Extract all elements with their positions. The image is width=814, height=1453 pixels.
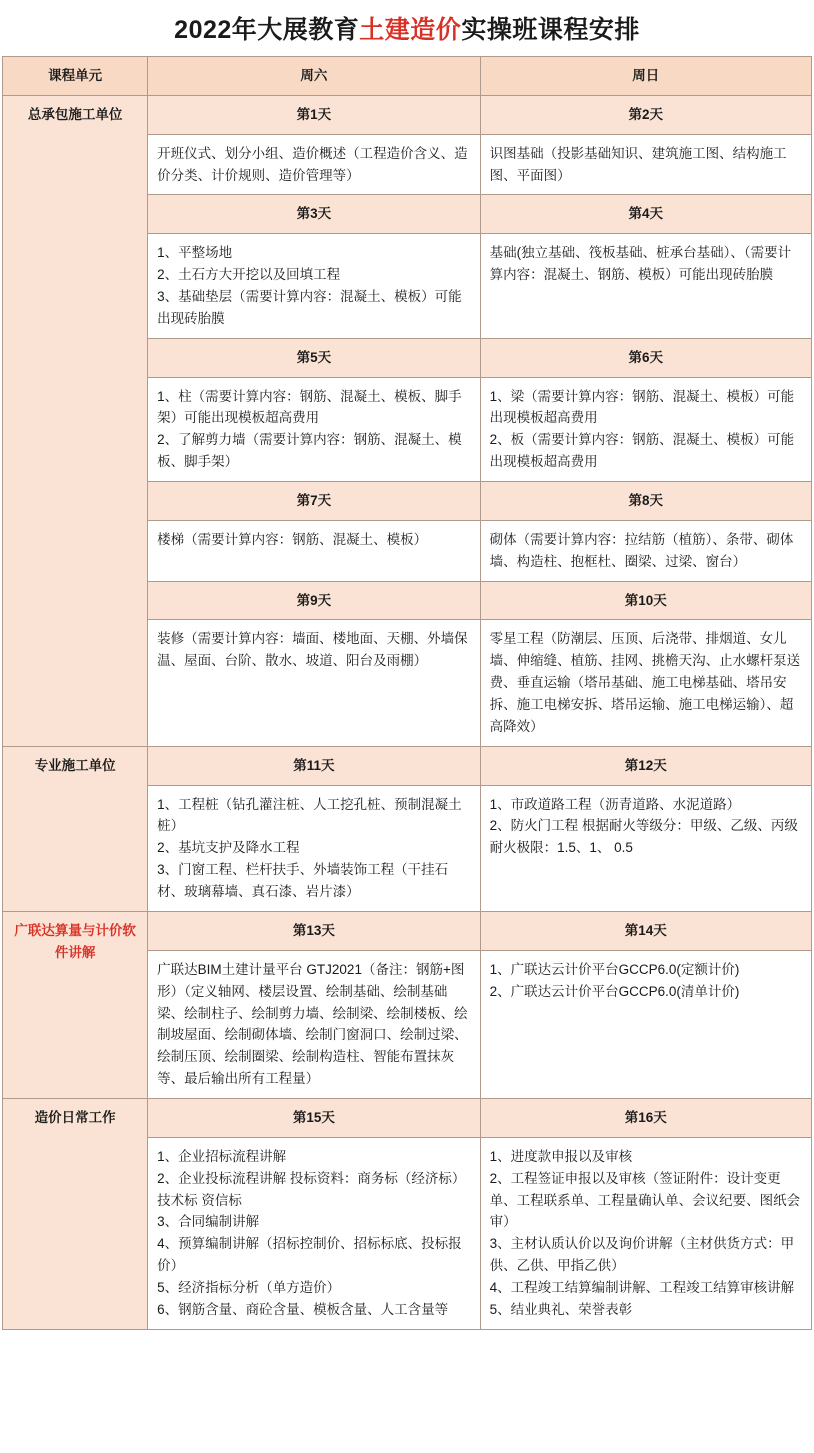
saturday-day-label: 第11天 (148, 746, 480, 785)
content-line: 1、平整场地 (157, 245, 233, 261)
title-accent: 土建造价 (359, 16, 462, 44)
saturday-content-cell (148, 377, 480, 481)
section-label-cell (3, 1098, 148, 1329)
day-label-row (3, 1098, 812, 1137)
saturday-content-cell (148, 134, 480, 195)
sunday-day-label: 第16天 (480, 1098, 811, 1137)
day-label-row (3, 95, 812, 134)
day-label-row (3, 746, 812, 785)
content-line: 3、合同编制讲解 (157, 1214, 260, 1230)
content-line: 广联达BIM土建计量平台 GTJ2021（备注：钢筋+图形）（定义轴网、楼层设置、绘制基础、绘制基础梁、绘制柱子、绘制剪力墙、绘制梁、绘制楼板、绘制坡屋面、绘制砌体墙、绘制门窗洞口、绘制过梁、绘制压顶、绘制圈梁、绘制构造柱、智能布置抹灰等、最后输出所有工程量） (157, 961, 468, 1087)
saturday-content-cell (148, 620, 480, 746)
content-line: 6、钢筋含量、商砼含量、模板含量、人工含量等 (157, 1301, 449, 1317)
sunday-day-label: 第8天 (480, 482, 811, 521)
content-line: 2、板（需要计算内容：钢筋、混凝土、模板）可能出现模板超高费用 (489, 432, 795, 470)
sunday-content-cell (480, 377, 811, 481)
content-line: 1、市政道路工程（沥青道路、水泥道路） (489, 796, 741, 812)
content-line: 2、工程签证申报以及审核（签证附件：设计变更单、工程联系单、工程量确认单、会议纪要、图纸会审） (489, 1170, 801, 1230)
page-title (174, 10, 640, 46)
day-label-row (3, 911, 812, 950)
content-line: 1、工程桩（钻孔灌注桩、人工挖孔桩、预制混凝土桩） (157, 796, 462, 834)
column-header-sunday: 周日 (480, 57, 811, 96)
section-label-cell (3, 95, 148, 746)
saturday-day-label: 第15天 (148, 1098, 480, 1137)
sunday-day-label: 第6天 (480, 338, 811, 377)
content-line: 砌体（需要计算内容：拉结筋（植筋）、条带、砌体墙、构造柱、抱框杜、圈梁、过梁、窗台） (489, 531, 794, 569)
section-label-cell (3, 911, 148, 1098)
saturday-day-label: 第1天 (148, 95, 480, 134)
content-line: 识图基础（投影基础知识、建筑施工图、结构施工图、平面图） (489, 145, 787, 183)
content-line: 2、企业投标流程讲解 投标资料：商务标（经济标） 技术标 资信标 (157, 1170, 466, 1208)
saturday-day-label: 第9天 (148, 581, 480, 620)
schedule-table (2, 56, 812, 1330)
content-line: 2、防火门工程 根据耐火等级分：甲级、乙级、丙级 耐火极限：1.5、1、 0.5 (489, 818, 798, 856)
sunday-content-cell (480, 1137, 811, 1329)
content-line: 1、广联达云计价平台GCCP6.0(定额计价) (489, 961, 740, 977)
sunday-content-cell (480, 520, 811, 581)
section-label-text: 造价日常工作 (34, 1109, 116, 1125)
content-line: 3、主材认质认价以及询价讲解（主材供货方式：甲供、乙供、甲指乙供） (489, 1236, 795, 1274)
title-suffix: 实操班课程安排 (461, 16, 640, 44)
content-line: 4、预算编制讲解（招标控制价、招标标底、投标报价） (157, 1236, 462, 1274)
sunday-content-cell (480, 785, 811, 911)
title-prefix: 2022年大展教育 (174, 16, 360, 44)
page-title-bar (0, 0, 814, 56)
content-line: 2、基坑支护及降水工程 (157, 840, 300, 856)
content-line: 2、广联达云计价平台GCCP6.0(清单计价) (489, 983, 740, 999)
column-header-unit: 课程单元 (3, 57, 148, 96)
content-line: 开班仪式、划分小组、造价概述（工程造价含义、造价分类、计价规则、造价管理等） (157, 145, 468, 183)
content-line: 1、企业招标流程讲解 (157, 1148, 287, 1164)
content-line: 1、进度款申报以及审核 (489, 1148, 633, 1164)
content-line: 零星工程（防潮层、压顶、后浇带、排烟道、女儿墙、伸缩缝、植筋、挂网、挑檐天沟、止水螺杆泵送费、垂直运输（塔吊基础、施工电梯基础、塔吊安拆、施工电梯安拆、塔吊运输、施工电梯运输）、超高降效） (489, 631, 801, 734)
content-line: 2、土石方大开挖以及回填工程 (157, 267, 341, 283)
content-line: 5、结业典礼、荣誉表彰 (489, 1301, 633, 1317)
sunday-content-cell (480, 234, 811, 338)
saturday-content-cell (148, 785, 480, 911)
sunday-day-label: 第10天 (480, 581, 811, 620)
content-line: 3、基础垫层（需要计算内容：混凝土、模板）可能出现砖胎膜 (157, 289, 462, 326)
sunday-day-label: 第2天 (480, 95, 811, 134)
content-line: 2、了解剪力墙（需要计算内容：钢筋、混凝土、模板、脚手架） (157, 432, 462, 470)
saturday-content-cell (148, 950, 480, 1098)
content-line: 1、柱（需要计算内容：钢筋、混凝土、模板、脚手架）可能出现模板超高费用 (157, 388, 462, 426)
sunday-day-label: 第14天 (480, 911, 811, 950)
content-line: 装修（需要计算内容：墙面、楼地面、天棚、外墙保温、屋面、台阶、散水、坡道、阳台及雨棚） (157, 631, 468, 669)
saturday-day-label: 第13天 (148, 911, 480, 950)
content-line: 基础(独立基础、筏板基础、桩承台基础）、（需要计算内容：混凝土、钢筋、模板）可能出现砖胎膜 (489, 245, 792, 283)
content-line: 楼梯（需要计算内容：钢筋、混凝土、模板） (157, 531, 428, 547)
column-header-saturday: 周六 (148, 57, 480, 96)
sunday-content-cell (480, 950, 811, 1098)
saturday-content-cell (148, 234, 480, 338)
content-line: 1、梁（需要计算内容：钢筋、混凝土、模板）可能出现模板超高费用 (489, 388, 795, 426)
sunday-day-label: 第4天 (480, 195, 811, 234)
section-label-text: 总承包施工单位 (27, 106, 123, 122)
section-label-text: 专业施工单位 (34, 757, 116, 773)
table-header-row (3, 57, 812, 96)
section-label-text: 广联达算量与计价软件讲解 (14, 922, 136, 960)
saturday-day-label: 第3天 (148, 195, 480, 234)
saturday-content-cell (148, 1137, 480, 1329)
sunday-content-cell (480, 134, 811, 195)
saturday-content-cell (148, 520, 480, 581)
sunday-day-label: 第12天 (480, 746, 811, 785)
content-line: 4、工程竣工结算编制讲解、工程竣工结算审核讲解 (489, 1279, 795, 1295)
section-label-cell (3, 746, 148, 911)
saturday-day-label: 第5天 (148, 338, 480, 377)
saturday-day-label: 第7天 (148, 482, 480, 521)
content-line: 3、门窗工程、栏杆扶手、外墙装饰工程（干挂石材、玻璃幕墙、真石漆、岩片漆） (157, 862, 449, 900)
sunday-content-cell (480, 620, 811, 746)
content-line: 5、经济指标分析（单方造价） (157, 1279, 341, 1295)
